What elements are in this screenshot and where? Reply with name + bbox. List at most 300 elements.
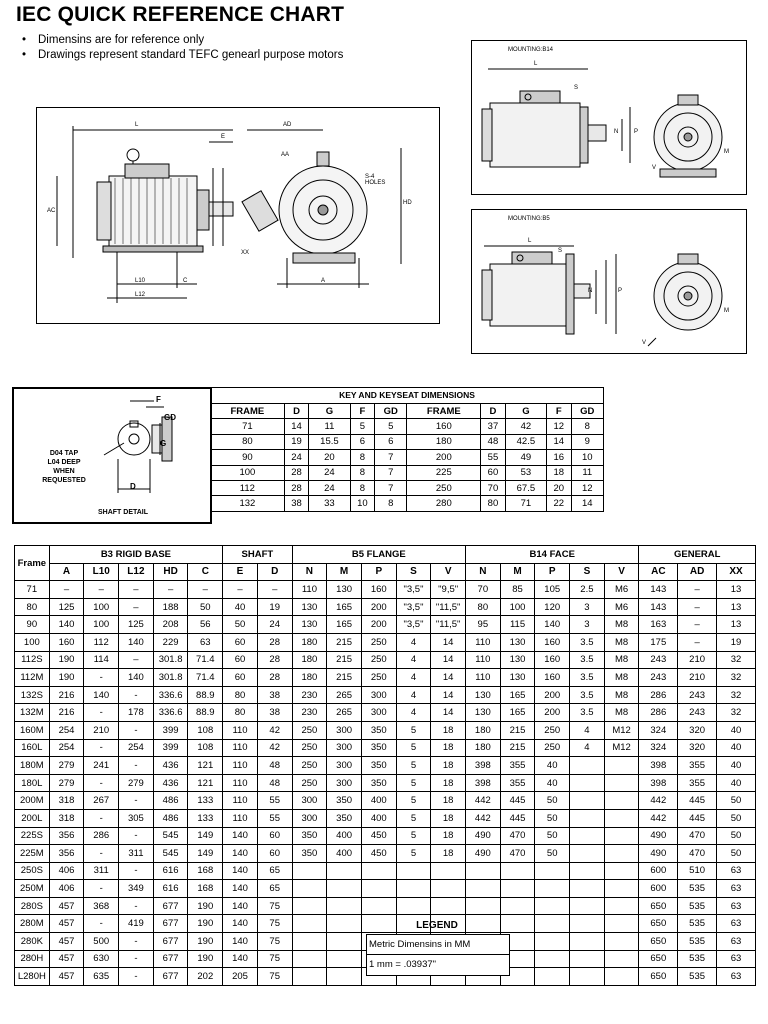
table-cell: 60 xyxy=(257,845,292,863)
table-cell: 5 xyxy=(396,845,431,863)
table-cell: 5 xyxy=(375,419,407,434)
table-row xyxy=(15,880,756,898)
table-cell: 650 xyxy=(639,897,678,915)
table-cell: 535 xyxy=(678,968,717,986)
table-cell: 130 xyxy=(500,669,535,687)
table-cell: 320 xyxy=(678,739,717,757)
table-cell: – xyxy=(153,581,188,599)
table-row xyxy=(15,897,756,915)
dim-label: G xyxy=(160,439,167,448)
table-cell xyxy=(570,950,605,968)
table-cell: – xyxy=(119,581,154,599)
table-cell: 55 xyxy=(257,809,292,827)
table-cell: 18 xyxy=(431,845,466,863)
table-cell: 190 xyxy=(49,651,84,669)
table-cell: 10 xyxy=(350,496,375,511)
table-cell: 180 xyxy=(292,669,327,687)
table-cell: 486 xyxy=(153,792,188,810)
table-cell: 3.5 xyxy=(570,686,605,704)
table-cell: 80 xyxy=(481,496,506,511)
column-header: V xyxy=(431,563,466,581)
table-cell: 65 xyxy=(257,862,292,880)
group-header: B3 RIGID BASE xyxy=(49,546,222,564)
dim-label: L xyxy=(528,238,532,244)
table-cell: 457 xyxy=(49,968,84,986)
table-cell xyxy=(327,862,362,880)
table-cell: 200 xyxy=(361,616,396,634)
table-cell: 18 xyxy=(431,757,466,775)
tap-note-line: D04 TAP xyxy=(49,450,79,457)
table-cell: 490 xyxy=(639,827,678,845)
table-row xyxy=(15,792,756,810)
table-cell: 50 xyxy=(188,598,223,616)
table-cell: 178 xyxy=(119,704,154,722)
table-cell: 650 xyxy=(639,968,678,986)
table-row xyxy=(15,598,756,616)
table-cell xyxy=(535,950,570,968)
table-cell: M12 xyxy=(604,721,639,739)
table-cell xyxy=(292,950,327,968)
table-cell: 300 xyxy=(327,739,362,757)
table-cell: 110 xyxy=(223,757,258,775)
table-row xyxy=(15,616,756,634)
table-cell: 143 xyxy=(639,581,678,599)
table-cell: 356 xyxy=(49,827,84,845)
table-row xyxy=(15,651,756,669)
column-header: D xyxy=(257,563,292,581)
table-cell xyxy=(604,774,639,792)
table-cell: – xyxy=(678,633,717,651)
table-cell: 5 xyxy=(396,809,431,827)
table-cell: 300 xyxy=(292,792,327,810)
table-cell xyxy=(570,809,605,827)
table-cell: 5 xyxy=(396,827,431,845)
table-cell: 24 xyxy=(309,480,350,495)
table-cell: 630 xyxy=(84,950,119,968)
column-header: C xyxy=(188,563,223,581)
table-cell: 85 xyxy=(500,581,535,599)
table-cell: 230 xyxy=(292,686,327,704)
table-cell: 398 xyxy=(466,757,501,775)
table-cell: 80 xyxy=(223,686,258,704)
table-cell: 8 xyxy=(350,450,375,465)
table-cell: 324 xyxy=(639,739,678,757)
table-row xyxy=(15,845,756,863)
table-row xyxy=(15,721,756,739)
table-cell: 250 xyxy=(361,633,396,651)
table-cell: 250 xyxy=(292,757,327,775)
table-cell xyxy=(570,792,605,810)
dim-label: AA xyxy=(281,152,290,158)
table-cell: 208 xyxy=(153,616,188,634)
column-header: G xyxy=(505,404,546,419)
table-cell: 40 xyxy=(716,739,755,757)
group-header: SHAFT xyxy=(223,546,292,564)
table-cell: 37 xyxy=(481,419,506,434)
table-cell: 19 xyxy=(284,434,309,449)
column-header: A xyxy=(49,563,84,581)
table-cell: 650 xyxy=(639,950,678,968)
table-cell: 3.5 xyxy=(570,651,605,669)
column-header: FRAME xyxy=(211,404,285,419)
table-cell: 250S xyxy=(15,862,50,880)
dim-label: P xyxy=(618,288,623,294)
table-cell: 160 xyxy=(535,669,570,687)
table-cell: – xyxy=(119,651,154,669)
table-cell: 535 xyxy=(678,897,717,915)
table-cell: 4 xyxy=(570,721,605,739)
table-cell: 14 xyxy=(571,496,603,511)
table-cell: 67.5 xyxy=(505,480,546,495)
table-cell: 215 xyxy=(500,739,535,757)
table-cell: 243 xyxy=(639,651,678,669)
table-cell: 63 xyxy=(716,862,755,880)
table-cell: 133 xyxy=(188,809,223,827)
table-cell: 406 xyxy=(49,880,84,898)
table-cell: 40 xyxy=(716,721,755,739)
table-cell: 280S xyxy=(15,897,50,915)
table-cell: 436 xyxy=(153,774,188,792)
table-cell: 180M xyxy=(15,757,50,775)
table-cell: 9 xyxy=(571,434,603,449)
table-cell xyxy=(570,862,605,880)
table-cell: 40 xyxy=(535,757,570,775)
table-cell: 8 xyxy=(375,496,407,511)
table-cell: - xyxy=(119,950,154,968)
group-header: GENERAL xyxy=(639,546,756,564)
table-cell: 677 xyxy=(153,897,188,915)
table-cell: - xyxy=(119,792,154,810)
table-cell: 616 xyxy=(153,880,188,898)
table-cell: 3.5 xyxy=(570,633,605,651)
dim-label: D xyxy=(130,482,136,491)
table-cell: 677 xyxy=(153,915,188,933)
shaft-detail-drawing xyxy=(12,387,212,524)
table-cell: M6 xyxy=(604,581,639,599)
table-cell: 6 xyxy=(350,434,375,449)
table-cell: 140 xyxy=(223,933,258,951)
table-cell: 18 xyxy=(431,827,466,845)
table-cell: 445 xyxy=(678,792,717,810)
table-cell: 40 xyxy=(716,774,755,792)
table-cell: 28 xyxy=(257,633,292,651)
table-cell: 130 xyxy=(466,704,501,722)
table-cell: 160 xyxy=(407,419,481,434)
table-cell: 254 xyxy=(49,739,84,757)
table-cell: 112 xyxy=(84,633,119,651)
table-cell xyxy=(361,880,396,898)
table-cell: 535 xyxy=(678,915,717,933)
table-cell xyxy=(292,880,327,898)
table-cell xyxy=(431,862,466,880)
table-cell xyxy=(604,915,639,933)
dim-label: F xyxy=(156,395,161,404)
table-row xyxy=(211,480,604,495)
motor-side-front-view xyxy=(37,108,439,323)
table-cell: 399 xyxy=(153,721,188,739)
table-cell: 55 xyxy=(481,450,506,465)
table-cell: 250 xyxy=(292,774,327,792)
table-cell: 241 xyxy=(84,757,119,775)
table-cell: 12 xyxy=(571,480,603,495)
table-cell: 400 xyxy=(327,827,362,845)
table-cell: 300 xyxy=(361,704,396,722)
table-cell: – xyxy=(257,581,292,599)
table-cell: 250 xyxy=(361,651,396,669)
table-cell: 168 xyxy=(188,880,223,898)
table-cell: 400 xyxy=(327,845,362,863)
dim-label: GD xyxy=(164,413,176,422)
table-cell: M8 xyxy=(604,669,639,687)
table-cell: 140 xyxy=(223,845,258,863)
dim-label: V xyxy=(642,340,647,346)
table-cell: 60 xyxy=(223,669,258,687)
table-cell: 65 xyxy=(257,880,292,898)
table-cell: 38 xyxy=(257,686,292,704)
table-cell: - xyxy=(84,704,119,722)
table-cell xyxy=(396,862,431,880)
table-cell xyxy=(604,880,639,898)
table-cell: 190 xyxy=(188,915,223,933)
table-cell xyxy=(535,968,570,986)
table-cell: – xyxy=(678,581,717,599)
table-cell: 190 xyxy=(188,933,223,951)
table-cell: 490 xyxy=(639,845,678,863)
table-cell: 490 xyxy=(466,827,501,845)
table-cell: 32 xyxy=(716,651,755,669)
page-title: IEC QUICK REFERENCE CHART xyxy=(16,3,345,26)
table-cell xyxy=(466,862,501,880)
table-cell: 80 xyxy=(466,598,501,616)
table-cell: 71 xyxy=(211,419,285,434)
table-cell: 18 xyxy=(431,774,466,792)
table-cell: 280M xyxy=(15,915,50,933)
dim-label: AC xyxy=(47,208,56,214)
table-cell: 250 xyxy=(361,669,396,687)
table-cell: 18 xyxy=(431,809,466,827)
table-cell: 50 xyxy=(535,845,570,863)
table-cell: 133 xyxy=(188,792,223,810)
table-cell: – xyxy=(223,581,258,599)
table-cell: 20 xyxy=(309,450,350,465)
column-header: F xyxy=(350,404,375,419)
table-cell: 350 xyxy=(292,827,327,845)
table-cell: 243 xyxy=(678,686,717,704)
table-cell: 140 xyxy=(223,915,258,933)
table-cell: 300 xyxy=(327,757,362,775)
table-cell: 419 xyxy=(119,915,154,933)
column-header: FRAME xyxy=(407,404,481,419)
table-cell: 90 xyxy=(211,450,285,465)
table-cell: 42.5 xyxy=(505,434,546,449)
table-cell: 100 xyxy=(211,465,285,480)
table-cell: 677 xyxy=(153,968,188,986)
table-cell: 18 xyxy=(431,792,466,810)
table-cell: 40 xyxy=(223,598,258,616)
table-cell: 130 xyxy=(500,651,535,669)
table-cell: 3.5 xyxy=(570,704,605,722)
table-cell: 8 xyxy=(350,465,375,480)
table-cell: 250 xyxy=(292,721,327,739)
table-cell: 110 xyxy=(292,581,327,599)
table-cell: 160 xyxy=(361,581,396,599)
table-cell: 188 xyxy=(153,598,188,616)
table-cell: 445 xyxy=(500,809,535,827)
column-header: G xyxy=(309,404,350,419)
table-cell: 130 xyxy=(292,616,327,634)
table-cell: 108 xyxy=(188,721,223,739)
table-cell: - xyxy=(119,686,154,704)
table-cell: 350 xyxy=(327,809,362,827)
table-cell xyxy=(570,845,605,863)
table-cell: 470 xyxy=(678,827,717,845)
table-cell xyxy=(292,862,327,880)
table-cell: 3.5 xyxy=(570,669,605,687)
table-cell: M12 xyxy=(604,739,639,757)
dim-label: P xyxy=(634,129,639,135)
table-cell: 132 xyxy=(211,496,285,511)
table-cell xyxy=(604,757,639,775)
b14-mounting-drawing xyxy=(471,40,747,195)
table-cell: 250 xyxy=(407,480,481,495)
table-cell xyxy=(535,915,570,933)
table-cell: 650 xyxy=(639,915,678,933)
table-cell: - xyxy=(84,739,119,757)
table-cell: 545 xyxy=(153,845,188,863)
table-cell: 14 xyxy=(547,434,572,449)
table-row xyxy=(15,669,756,687)
table-cell: - xyxy=(84,809,119,827)
table-cell: 100 xyxy=(84,598,119,616)
table-cell xyxy=(570,915,605,933)
table-cell: 200L xyxy=(15,809,50,827)
table-cell: 110 xyxy=(223,774,258,792)
table-cell: 215 xyxy=(500,721,535,739)
table-cell: 225M xyxy=(15,845,50,863)
table-cell: 399 xyxy=(153,739,188,757)
table-cell: 110 xyxy=(223,809,258,827)
table-cell: 140 xyxy=(49,616,84,634)
table-cell: - xyxy=(84,845,119,863)
table-cell: 398 xyxy=(466,774,501,792)
dim-label: L10 xyxy=(135,278,146,284)
table-cell: 160M xyxy=(15,721,50,739)
table-row xyxy=(15,739,756,757)
table-cell: 160 xyxy=(535,651,570,669)
table-cell: 320 xyxy=(678,721,717,739)
table-cell: "3,5" xyxy=(396,616,431,634)
dim-label: N xyxy=(614,129,619,135)
table-cell: 442 xyxy=(639,792,678,810)
table-cell xyxy=(535,880,570,898)
table-cell: 140 xyxy=(119,633,154,651)
table-cell: 318 xyxy=(49,792,84,810)
table-cell: 311 xyxy=(119,845,154,863)
table-cell: 110 xyxy=(223,739,258,757)
table-cell: 63 xyxy=(716,897,755,915)
table-cell: 75 xyxy=(257,933,292,951)
table-cell: 2.5 xyxy=(570,581,605,599)
table-cell xyxy=(431,897,466,915)
table-cell xyxy=(604,950,639,968)
dim-label: S xyxy=(558,248,563,254)
table-cell: 80 xyxy=(15,598,50,616)
table-cell: L280H xyxy=(15,968,50,986)
table-cell: 160 xyxy=(535,633,570,651)
table-cell: 75 xyxy=(257,968,292,986)
table-cell: 180 xyxy=(407,434,481,449)
table-cell: 442 xyxy=(466,792,501,810)
table-cell xyxy=(570,880,605,898)
table-cell: 5 xyxy=(396,721,431,739)
table-cell: 535 xyxy=(678,880,717,898)
table-cell: 215 xyxy=(327,633,362,651)
table-cell: 400 xyxy=(361,809,396,827)
table-cell: 140 xyxy=(223,827,258,845)
dim-label: V xyxy=(652,165,657,171)
table-cell: 71 xyxy=(505,496,546,511)
table-cell: 115 xyxy=(500,616,535,634)
table-cell: 280K xyxy=(15,933,50,951)
column-header: V xyxy=(604,563,639,581)
table-cell: 210 xyxy=(678,669,717,687)
dim-label: L12 xyxy=(135,292,146,298)
table-cell: - xyxy=(119,827,154,845)
table-cell xyxy=(535,933,570,951)
column-header: L12 xyxy=(119,563,154,581)
table-cell xyxy=(396,897,431,915)
table-cell: 230 xyxy=(292,704,327,722)
table-cell: 112S xyxy=(15,651,50,669)
table-cell xyxy=(327,968,362,986)
table-cell: 110 xyxy=(466,651,501,669)
table-cell xyxy=(604,809,639,827)
table-cell: 445 xyxy=(678,809,717,827)
table-cell: 4 xyxy=(396,704,431,722)
table-cell: 200 xyxy=(407,450,481,465)
table-cell: 160L xyxy=(15,739,50,757)
column-header: XX xyxy=(716,563,755,581)
column-header: N xyxy=(466,563,501,581)
dim-label: A xyxy=(321,278,326,284)
table-cell: 140 xyxy=(119,669,154,687)
table-cell: "9,5" xyxy=(431,581,466,599)
table-cell: 450 xyxy=(361,827,396,845)
table-cell: 140 xyxy=(223,897,258,915)
table-cell: 442 xyxy=(639,809,678,827)
tap-note-line: REQUESTED xyxy=(42,477,86,484)
table-cell xyxy=(361,897,396,915)
table-cell xyxy=(327,950,362,968)
column-header: P xyxy=(535,563,570,581)
table-cell xyxy=(361,862,396,880)
table-row xyxy=(211,465,604,480)
table-cell: 300 xyxy=(292,809,327,827)
table-cell: 200M xyxy=(15,792,50,810)
table-cell: M8 xyxy=(604,616,639,634)
table-cell: 5 xyxy=(396,757,431,775)
table-cell: 48 xyxy=(257,757,292,775)
table-cell: 7 xyxy=(375,480,407,495)
table-cell: 149 xyxy=(188,845,223,863)
table-cell: 14 xyxy=(431,704,466,722)
table-cell: 180 xyxy=(466,739,501,757)
table-row xyxy=(15,686,756,704)
table-cell: 42 xyxy=(257,739,292,757)
table-cell: - xyxy=(84,669,119,687)
table-cell: 190 xyxy=(188,950,223,968)
table-cell xyxy=(327,933,362,951)
